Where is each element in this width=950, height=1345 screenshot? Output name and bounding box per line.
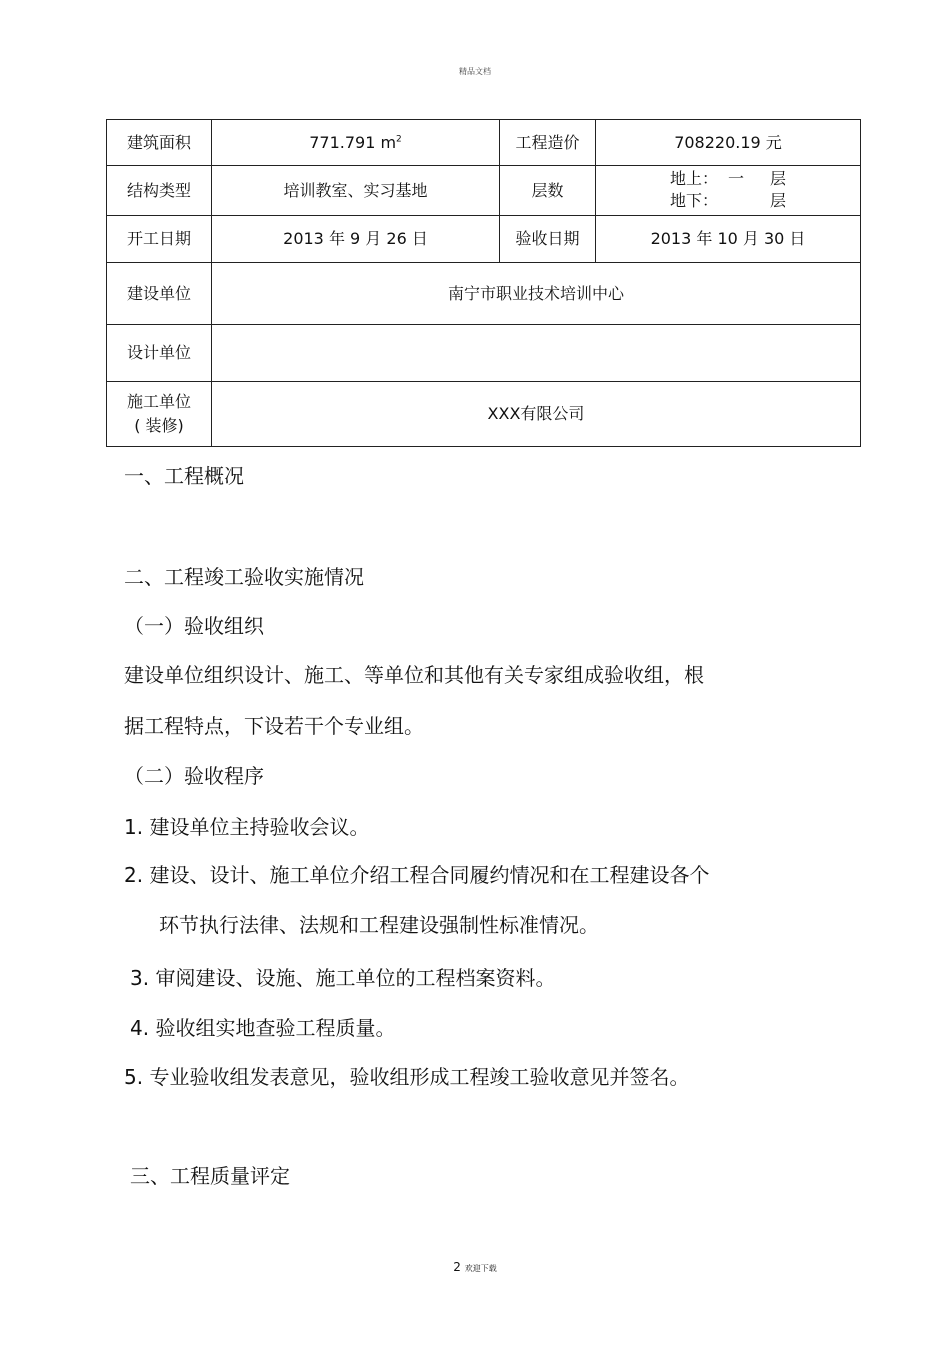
project-info-table [106, 119, 861, 447]
value-structure-type: 培训教室、实习基地 [212, 166, 500, 216]
subsection-procedure-heading: （二）验收程序 [124, 764, 264, 788]
label-start-date: 开工日期 [107, 216, 212, 263]
procedure-step-3: 3. 审阅建设、设施、施工单位的工程档案资料。 [130, 966, 556, 990]
section-3-heading: 三、工程质量评定 [130, 1164, 290, 1188]
label-acceptance-date: 验收日期 [500, 216, 596, 263]
label-project-cost: 工程造价 [500, 120, 596, 166]
label-design-unit: 设计单位 [107, 325, 212, 382]
label-structure-type: 结构类型 [107, 166, 212, 216]
section-1-heading: 一、工程概况 [124, 464, 244, 488]
organization-paragraph-line-2: 据工程特点，下设若干个专业组。 [124, 714, 424, 738]
value-design-unit [212, 325, 861, 382]
label-building-area: 建筑面积 [107, 120, 212, 166]
value-acceptance-date: 2013 年 10 月 30 日 [596, 216, 861, 263]
procedure-step-2-line-1: 2. 建设、设计、施工单位介绍工程合同履约情况和在工程建设各个 [124, 863, 710, 887]
label-construction-unit: 施工单位 ( 装修) [107, 382, 212, 447]
label-floors: 层数 [500, 166, 596, 216]
value-project-cost: 708220.19 元 [596, 120, 861, 166]
value-floors: 地上： 一 层 地下： 层 [596, 166, 861, 216]
table-row [107, 382, 861, 447]
page-footer [0, 1260, 950, 1274]
organization-paragraph-line-1: 建设单位组织设计、施工、等单位和其他有关专家组成验收组，根 [124, 663, 704, 687]
value-owner-unit: 南宁市职业技术培训中心 [212, 263, 861, 325]
table-row [107, 166, 861, 216]
value-construction-unit: XXX有限公司 [212, 382, 861, 447]
table-row [107, 120, 861, 166]
label-owner-unit: 建设单位 [107, 263, 212, 325]
value-start-date: 2013 年 9 月 26 日 [212, 216, 500, 263]
procedure-step-5: 5. 专业验收组发表意见，验收组形成工程竣工验收意见并签名。 [124, 1065, 690, 1089]
procedure-step-4: 4. 验收组实地查验工程质量。 [130, 1016, 396, 1040]
value-building-area: 771.791 $m^2$ [212, 120, 500, 166]
header-note: 精品文档 [459, 67, 491, 76]
page-number: 2 [453, 1260, 461, 1274]
table-row [107, 263, 861, 325]
table-row [107, 216, 861, 263]
section-2-heading: 二、工程竣工验收实施情况 [124, 565, 364, 589]
footer-note: 欢迎下载 [464, 1264, 497, 1273]
procedure-step-2-line-2: 环节执行法律、法规和工程建设强制性标准情况。 [159, 913, 599, 937]
subsection-organization-heading: （一）验收组织 [124, 614, 264, 638]
table-row [107, 325, 861, 382]
procedure-step-1: 1. 建设单位主持验收会议。 [124, 815, 370, 839]
